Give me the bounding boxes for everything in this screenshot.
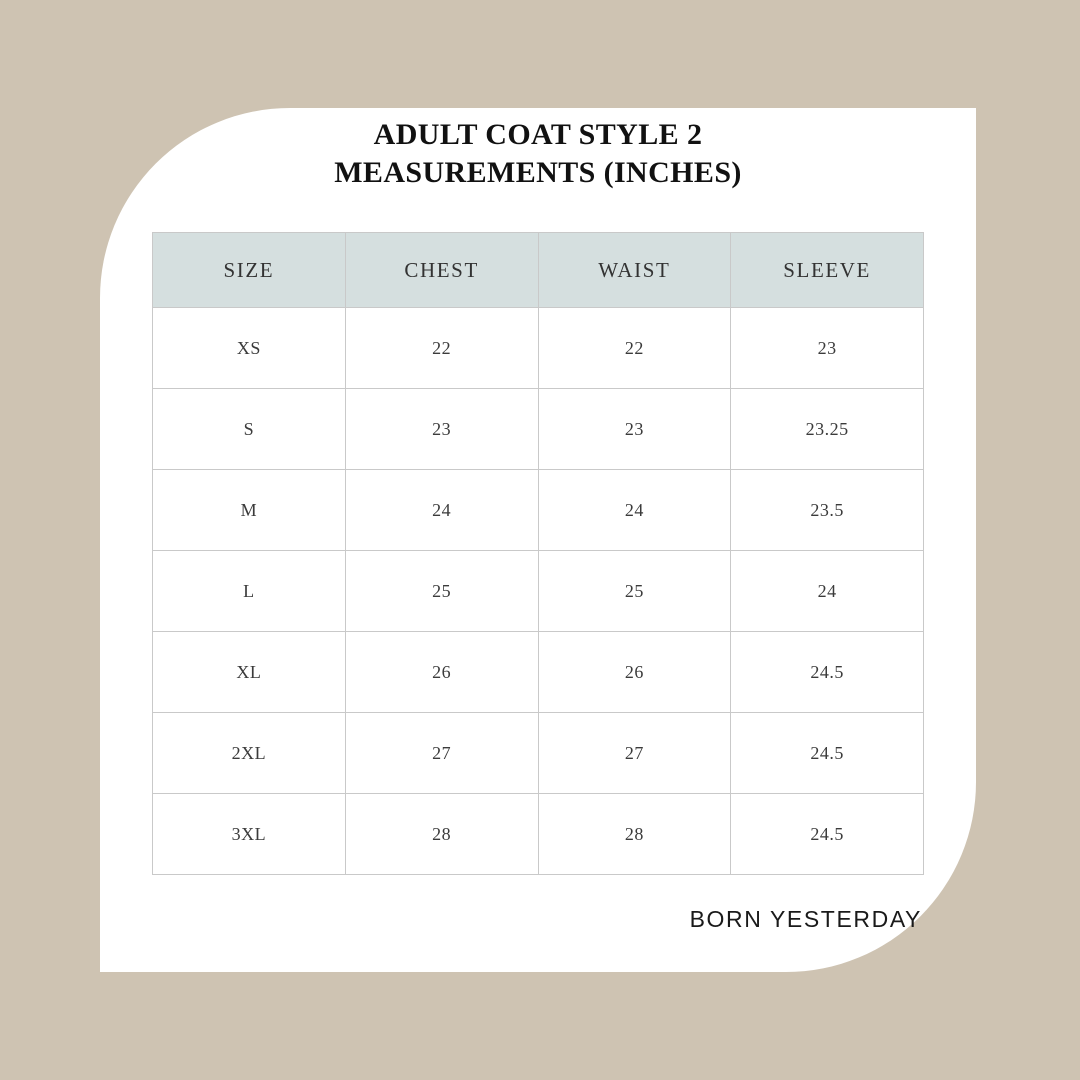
cell-chest: 26	[345, 632, 538, 713]
table-row	[153, 389, 924, 470]
cell-waist: 26	[538, 632, 731, 713]
cell-waist: 23	[538, 389, 731, 470]
cell-chest: 23	[345, 389, 538, 470]
table-body	[153, 308, 924, 875]
cell-chest: 24	[345, 470, 538, 551]
measurements-table	[152, 232, 924, 875]
table-row	[153, 632, 924, 713]
title-line-2: MEASUREMENTS (INCHES)	[334, 156, 742, 190]
cell-waist: 24	[538, 470, 731, 551]
cell-waist: 25	[538, 551, 731, 632]
brand-name: BORN YESTERDAY	[689, 906, 922, 932]
cell-chest: 22	[345, 308, 538, 389]
cell-size: XS	[153, 308, 346, 389]
column-header-chest: CHEST	[345, 233, 538, 308]
column-header-sleeve: SLEEVE	[731, 233, 924, 308]
title-line-1: ADULT COAT STYLE 2	[373, 118, 703, 151]
cell-size: 2XL	[153, 713, 346, 794]
cell-waist: 28	[538, 794, 731, 875]
table-row	[153, 470, 924, 551]
column-header-size: SIZE	[153, 233, 346, 308]
cell-size: 3XL	[153, 794, 346, 875]
cell-size: XL	[153, 632, 346, 713]
cell-sleeve: 24.5	[731, 794, 924, 875]
cell-sleeve: 23.25	[731, 389, 924, 470]
cell-size: M	[153, 470, 346, 551]
cell-chest: 28	[345, 794, 538, 875]
cell-sleeve: 24.5	[731, 713, 924, 794]
cell-waist: 27	[538, 713, 731, 794]
table-row	[153, 308, 924, 389]
cell-sleeve: 23	[731, 308, 924, 389]
page-title	[100, 116, 976, 193]
table-header-row	[153, 233, 924, 308]
cell-sleeve: 24.5	[731, 632, 924, 713]
white-card	[100, 108, 976, 972]
cell-chest: 27	[345, 713, 538, 794]
table-row	[153, 551, 924, 632]
table-header	[153, 233, 924, 308]
cell-chest: 25	[345, 551, 538, 632]
cell-waist: 22	[538, 308, 731, 389]
size-chart	[152, 232, 924, 875]
cell-size: L	[153, 551, 346, 632]
table-row	[153, 794, 924, 875]
column-header-waist: WAIST	[538, 233, 731, 308]
cell-sleeve: 24	[731, 551, 924, 632]
cell-sleeve: 23.5	[731, 470, 924, 551]
cell-size: S	[153, 389, 346, 470]
table-row	[153, 713, 924, 794]
